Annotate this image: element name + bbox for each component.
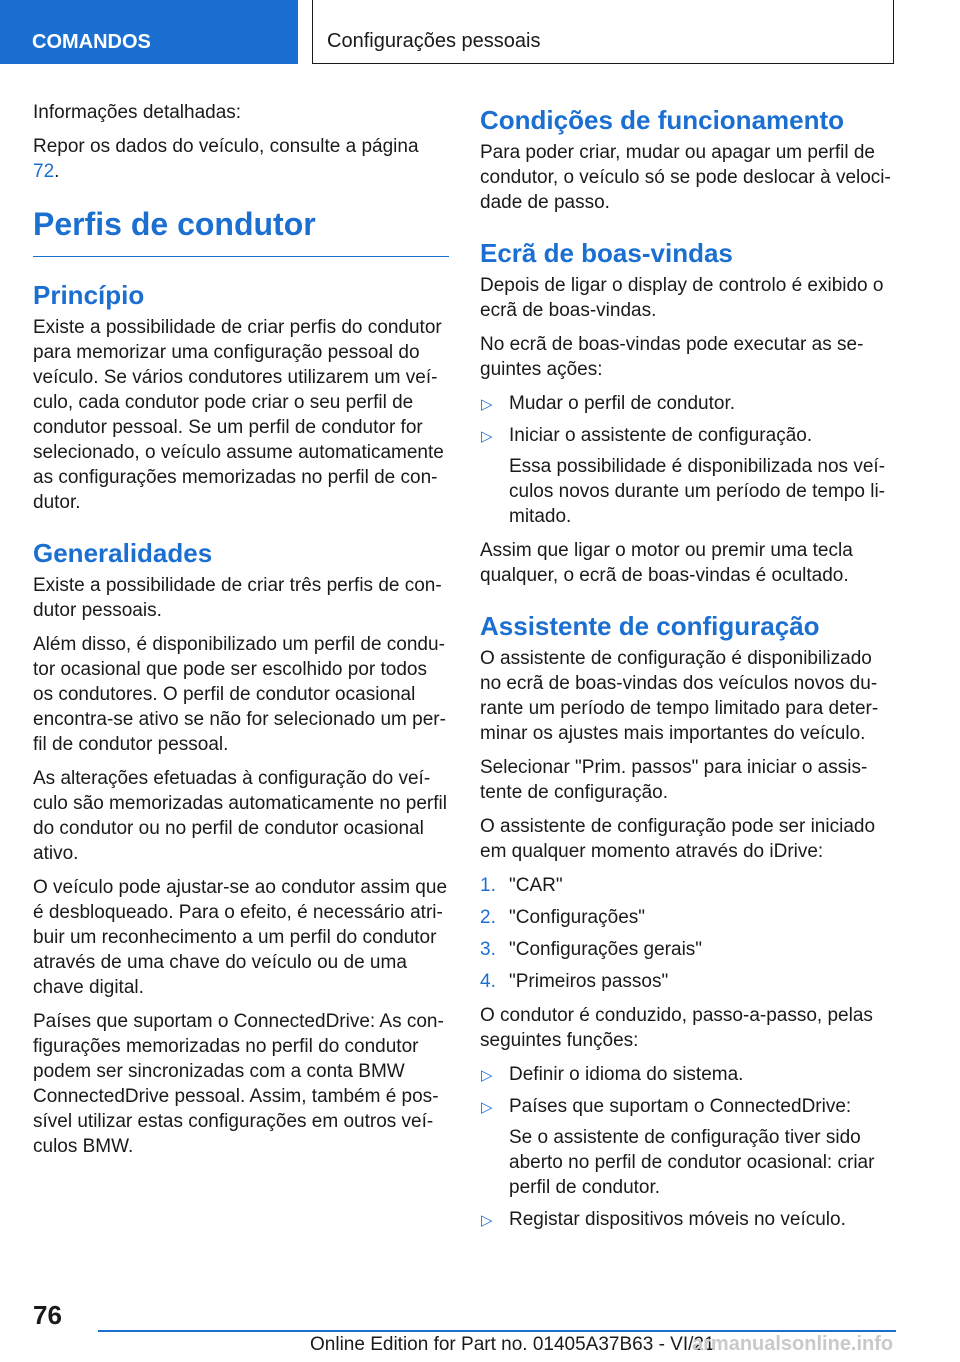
watermark: armanualsonline.info (692, 1333, 894, 1355)
step-item: 3. "Configurações gerais" (480, 939, 703, 960)
step-item: 2. "Configurações" (480, 907, 646, 928)
list-item: ▷ Definir o idioma do sistema. (480, 1062, 896, 1087)
principio-text: Existe a possibilidade de criar perfis do condutor para memorizar uma configuração pessoal do veículo. Se vários condutores utilizarem um veículo, cada condutor pode criar o seu perfil de condutor pessoal. Se um perfil de condutor for selecionado, o veículo assume automaticamente as configurações memorizadas no perfil de condutor. (33, 317, 444, 513)
heading-generalidades: Generalidades (33, 538, 213, 568)
list-item-note: Essa possibilidade é disponibilizada nos veículos novos durante um período de tempo limitado. (509, 456, 886, 527)
chapter-title: Configurações pessoais (312, 0, 894, 64)
footer-divider (98, 1330, 896, 1332)
heading-assistente: Assistente de configuração (480, 611, 820, 641)
triangle-bullet-icon: ▷ (481, 1212, 493, 1229)
intro-text: Repor os dados do veículo, consulte a página 72. (33, 136, 419, 182)
right-column (480, 100, 896, 1241)
page-number: 76 (33, 1300, 62, 1330)
list-item: ▷ Países que suportam o ConnectedDrive: Se o assistente de configuração tiver sido aberto no perfil de condutor ocasional: criar perfil de condutor. (480, 1094, 896, 1200)
generalidades-p2: Além disso, é disponibilizado um perfil de condutor ocasional que pode ser escolhido por todos os condutores. O perfil de condutor ocasional encontra-se ativo se não for selecionado um perfil de condutor pessoal. (33, 634, 446, 755)
main-heading: Perfis de condutor (33, 204, 449, 257)
generalidades-p1: Existe a possibilidade de criar três perfis de condutor pessoais. (33, 575, 442, 621)
page-header (0, 0, 960, 68)
page-reference-link[interactable]: 72 (33, 161, 55, 182)
ecra-p3: Assim que ligar o motor ou premir uma tecla qualquer, o ecrã de boas-vindas é ocultado. (480, 540, 853, 586)
list-item: ▷ Mudar o perfil de condutor. (480, 391, 896, 416)
triangle-bullet-icon: ▷ (481, 428, 493, 445)
edition-text: Online Edition for Part no. 01405A37B63 - VI/21 (310, 1334, 715, 1355)
generalidades-p4: O veículo pode ajustar-se ao condutor assim que é desbloqueado. Para o efeito, é necessário atribuir um reconhecimento a um perfil do condutor através de uma chave do veículo ou de uma chave digital. (33, 877, 448, 998)
intro-label: Informações detalhadas: (33, 102, 242, 123)
idrive-steps-list (480, 873, 896, 994)
list-item: ▷ Iniciar o assistente de configuração. Essa possibilidade é disponibilizada nos veículos novos durante um período de tempo limitado. (480, 423, 896, 529)
triangle-bullet-icon: ▷ (481, 1067, 493, 1084)
generalidades-p3: As alterações efetuadas à configuração do veículo são memorizadas automaticamente no perfil do condutor ou no perfil de condutor ocasional ativo. (33, 768, 447, 864)
step-item: 4. "Primeiros passos" (480, 971, 669, 992)
assistente-p4: O condutor é conduzido, passo-a-passo, pelas seguintes funções: (480, 1005, 873, 1051)
assistente-p2: Selecionar "Prim. passos" para iniciar o assistente de configuração. (480, 757, 868, 803)
heading-ecra: Ecrã de boas-vindas (480, 238, 733, 268)
triangle-bullet-icon: ▷ (481, 396, 493, 413)
section-tab: COMANDOS (0, 0, 298, 64)
list-item-note: Se o assistente de configuração tiver sido aberto no perfil de condutor ocasional: criar perfil de condutor. (509, 1127, 875, 1198)
generalidades-p5: Países que suportam o ConnectedDrive: As configurações memorizadas no perfil do condutor podem ser sincronizadas com a conta BMW ConnectedDrive pessoal. Assim, também é possível utilizar estas configurações em outros veículos BMW. (33, 1011, 444, 1157)
ecra-actions-list (480, 391, 896, 529)
list-item: ▷ Registar dispositivos móveis no veículo. (480, 1207, 896, 1232)
assistente-p3: O assistente de configuração pode ser iniciado em qualquer momento através do iDrive: (480, 816, 876, 862)
assistente-functions-list (480, 1062, 896, 1232)
ecra-p1: Depois de ligar o display de controlo é exibido o ecrã de boas-vindas. (480, 275, 884, 321)
condicoes-text: Para poder criar, mudar ou apagar um perfil de condutor, o veículo só se pode deslocar à velocidade de passo. (480, 142, 891, 213)
ecra-p2: No ecrã de boas-vindas pode executar as seguintes ações: (480, 334, 864, 380)
assistente-p1: O assistente de configuração é disponibilizado no ecrã de boas-vindas dos veículos novos durante um período de tempo limitado para determinar os ajustes mais importantes do veículo. (480, 648, 879, 744)
triangle-bullet-icon: ▷ (481, 1099, 493, 1116)
step-item: 1. "CAR" (480, 875, 563, 896)
heading-condicoes: Condições de funcionamento (480, 105, 845, 135)
heading-principio: Princípio (33, 280, 145, 310)
left-column (33, 100, 449, 1168)
